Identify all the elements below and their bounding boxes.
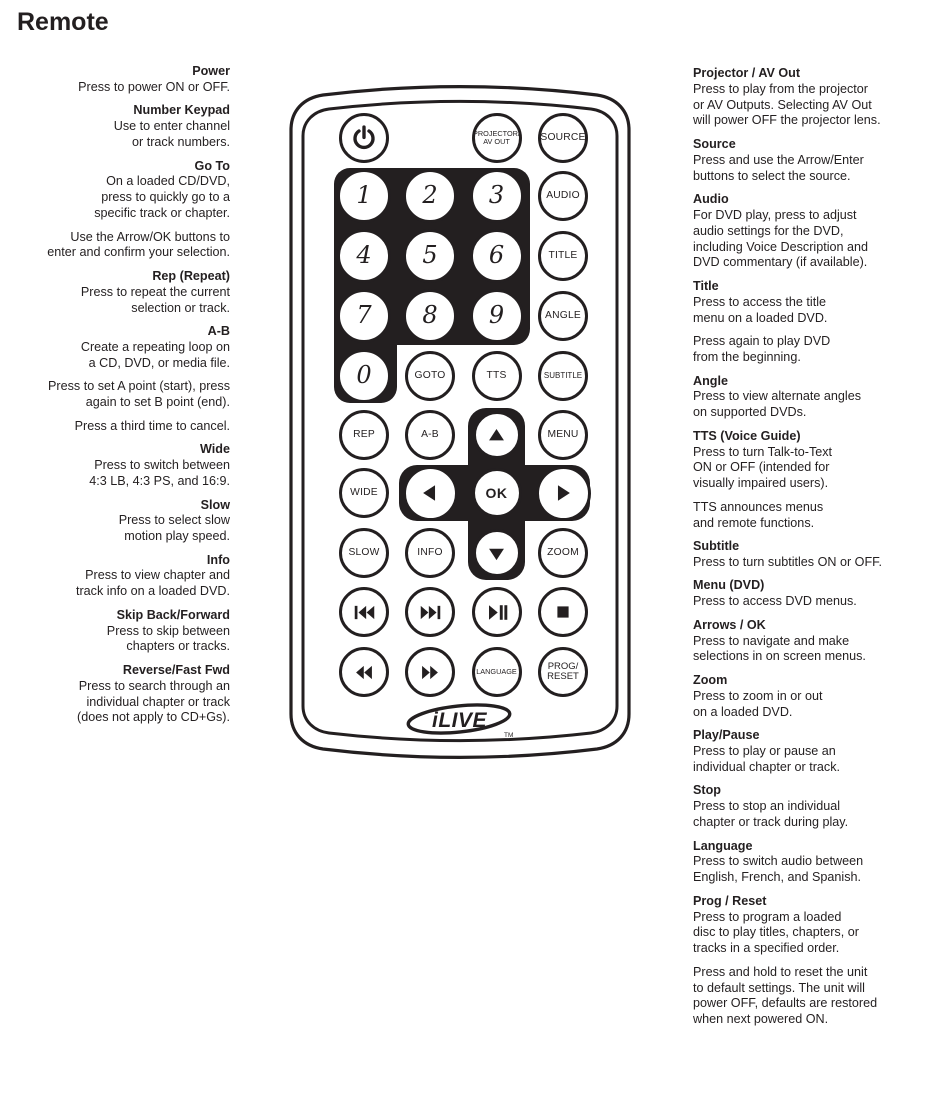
entry-heading: Rep (Repeat): [152, 268, 230, 283]
entry-heading: Skip Back/Forward: [116, 607, 230, 622]
power-icon: [349, 123, 379, 153]
entry-heading: Subtitle: [693, 539, 740, 554]
entry-heading: Language: [693, 838, 753, 853]
entry-paragraph: Press to view alternate angles on supported DVDs.: [693, 389, 862, 420]
digit-0-button[interactable]: [337, 349, 391, 403]
right-entry-arrows-ok: [693, 618, 945, 665]
remote-illustration: [287, 80, 633, 764]
right-entry-angle: [693, 374, 945, 421]
entry-heading: TTS (Voice Guide): [693, 428, 801, 443]
entry-paragraph: Press to play or pause an individual chapter or track.: [693, 744, 840, 774]
page-title: Remote: [17, 8, 109, 36]
skip-back-button[interactable]: [339, 587, 389, 637]
button-label: LANGUAGE: [476, 667, 517, 677]
entry-paragraph: Use to enter channel or track numbers.: [113, 119, 230, 149]
button-label: SOURCE: [540, 131, 586, 143]
entry-paragraph: Press to stop an individual chapter or track during play.: [693, 799, 849, 830]
entry-heading: Go To: [194, 158, 230, 173]
button-label: 2: [422, 181, 438, 210]
right-entry-play-pause: [693, 728, 945, 775]
left-entry-reverse-fast-fwd: [18, 663, 230, 726]
entry-paragraph: Press to access DVD menus.: [693, 594, 857, 609]
button-label: 9: [488, 301, 505, 330]
menu-button[interactable]: [538, 410, 588, 460]
tts-button[interactable]: [472, 351, 522, 401]
right-entry-stop: [693, 783, 945, 830]
entry-paragraph: Press to switch audio between English, French, and Spanish.: [693, 854, 864, 885]
button-label: 4: [356, 241, 372, 270]
entry-paragraph: Press to program a loaded disc to play titles, chapters, or tracks in a specified order.: [693, 909, 859, 956]
source-button[interactable]: [538, 113, 588, 163]
button-label: INFO: [417, 546, 443, 558]
digit-5-button[interactable]: [403, 229, 457, 283]
entry-heading: Angle: [693, 373, 728, 388]
entry-paragraph: Press to power ON or OFF.: [78, 79, 230, 94]
entry-paragraph: Press to access the title menu on a loaded DVD.: [693, 294, 828, 325]
right-entry-language: [693, 839, 945, 886]
rep-button[interactable]: [339, 410, 389, 460]
arrow-left-button[interactable]: [403, 466, 458, 521]
goto-button[interactable]: [405, 351, 455, 401]
rewind-button[interactable]: [339, 647, 389, 697]
right-entry-prog-reset: [693, 894, 945, 1028]
button-label: WIDE: [350, 486, 378, 498]
prog-reset-button[interactable]: [538, 647, 588, 697]
rewind-icon: [351, 660, 377, 685]
entry-heading: Info: [206, 552, 230, 567]
play-pause-button[interactable]: [472, 587, 522, 637]
entry-heading: Source: [693, 136, 736, 151]
button-label: AUDIO: [546, 189, 580, 201]
button-label: TTS: [486, 369, 507, 381]
power-button[interactable]: [339, 113, 389, 163]
button-label: A-B: [421, 428, 439, 440]
left-entry-number-keypad: [18, 103, 230, 150]
entry-paragraph: Press to set A point (start), press again to set B point (end).: [48, 379, 230, 410]
left-entry-info: [18, 553, 230, 600]
arrow-down-button[interactable]: [473, 529, 521, 577]
button-label: 6: [488, 241, 505, 270]
button-label: SUBTITLE: [543, 370, 583, 380]
digit-9-button[interactable]: [470, 289, 524, 343]
entry-paragraph: On a loaded CD/DVD, press to quickly go to a specific track or chapter.: [94, 174, 230, 220]
arrow-down-icon: [486, 543, 507, 564]
left-entry-power: [18, 64, 230, 96]
arrow-up-icon: [486, 425, 507, 446]
button-label: MENU: [547, 428, 579, 440]
entry-heading: Number Keypad: [133, 103, 230, 118]
button-label: 3: [488, 181, 505, 210]
digit-6-button[interactable]: [470, 229, 524, 283]
slow-button[interactable]: [339, 528, 389, 578]
a-b-button[interactable]: [405, 410, 455, 460]
entry-paragraph: Press again to play DVD from the beginning.: [693, 334, 831, 364]
arrow-left-icon: [419, 482, 441, 504]
entry-heading: Power: [192, 64, 230, 78]
skip-back-icon: [351, 600, 378, 625]
entry-heading: Wide: [200, 442, 230, 457]
fast-forward-icon: [417, 660, 443, 685]
entry-heading: Reverse/Fast Fwd: [122, 663, 230, 678]
entry-heading: Play/Pause: [693, 728, 760, 743]
right-entry-subtitle: [693, 539, 945, 571]
button-label: ANGLE: [545, 309, 581, 321]
entry-paragraph: Press and hold to reset the unit to default settings. The unit will power OFF, defaults are restored when next powered ON.: [693, 964, 878, 1027]
entry-paragraph: Press to navigate and make selections in on screen menus.: [693, 633, 866, 664]
brand-tm: TM: [504, 732, 514, 739]
button-label: 0: [356, 361, 372, 390]
digit-4-button[interactable]: [337, 229, 391, 283]
entry-paragraph: Press to play from the projector or AV Outputs. Selecting AV Out will power OFF the projector lens.: [693, 81, 881, 128]
subtitle-button[interactable]: [538, 351, 588, 401]
stop-icon: [551, 600, 575, 624]
entry-paragraph: Press to select slow motion play speed.: [118, 513, 230, 544]
digit-8-button[interactable]: [403, 289, 457, 343]
stop-button[interactable]: [538, 587, 588, 637]
entry-heading: A-B: [207, 324, 230, 339]
left-entry-go-to: [18, 159, 230, 262]
entry-paragraph: Press to skip between chapters or tracks.: [106, 623, 230, 654]
entry-paragraph: Press to view chapter and track info on a loaded DVD.: [75, 568, 230, 599]
digit-2-button[interactable]: [403, 169, 457, 223]
entry-heading: Arrows / OK: [693, 617, 766, 632]
right-entry-audio: [693, 192, 945, 271]
skip-forward-button[interactable]: [405, 587, 455, 637]
entry-heading: Zoom: [693, 673, 728, 688]
button-label: 1: [356, 181, 372, 210]
fast-forward-button[interactable]: [405, 647, 455, 697]
entry-paragraph: Press to turn subtitles ON or OFF.: [693, 554, 882, 569]
brand-logo: [402, 700, 522, 742]
brand-text: iLIVE: [432, 709, 488, 732]
right-entry-tts-voice-guide: [693, 429, 945, 532]
entry-heading: Prog / Reset: [693, 893, 767, 908]
ok-button[interactable]: [472, 468, 522, 518]
entry-paragraph: Create a repeating loop on a CD, DVD, or media file.: [80, 339, 230, 370]
play-pause-icon: [484, 600, 510, 625]
entry-paragraph: TTS announces menus and remote functions.: [693, 499, 824, 530]
language-button[interactable]: [472, 647, 522, 697]
entry-paragraph: Press to zoom in or out on a loaded DVD.: [693, 688, 823, 719]
button-label: TITLE: [548, 249, 578, 261]
right-descriptions-column: [693, 66, 945, 1036]
angle-button[interactable]: [538, 291, 588, 341]
digit-3-button[interactable]: [470, 169, 524, 223]
entry-paragraph: Press a third time to cancel.: [74, 418, 230, 433]
entry-heading: Slow: [200, 497, 230, 512]
button-label: 5: [422, 241, 438, 270]
entry-heading: Projector / AV Out: [693, 66, 801, 80]
button-label: SLOW: [348, 546, 380, 558]
entry-paragraph: Use the Arrow/OK buttons to enter and confirm your selection.: [47, 229, 230, 260]
button-label: 7: [356, 301, 372, 330]
button-label: REP: [353, 428, 375, 440]
entry-paragraph: Press to switch between 4:3 LB, 4:3 PS, and 16:9.: [89, 458, 230, 488]
arrow-right-button[interactable]: [536, 466, 591, 521]
left-entry-slow: [18, 498, 230, 545]
right-entry-source: [693, 137, 945, 184]
title-button[interactable]: [538, 231, 588, 281]
entry-heading: Audio: [693, 192, 729, 207]
digit-1-button[interactable]: [337, 169, 391, 223]
entry-heading: Stop: [693, 783, 721, 798]
entry-paragraph: Press to search through an individual chapter or track (does not apply to CD+Gs).: [77, 678, 230, 725]
projector-av-out-button[interactable]: [472, 113, 522, 163]
entry-heading: Menu (DVD): [693, 578, 765, 593]
right-entry-menu-dvd: [693, 578, 945, 610]
audio-button[interactable]: [538, 171, 588, 221]
left-descriptions-column: [18, 64, 230, 734]
left-entry-skip-back-forward: [18, 608, 230, 655]
arrow-right-icon: [552, 482, 574, 504]
right-entry-title: [693, 279, 945, 366]
entry-paragraph: Press and use the Arrow/Enter buttons to select the source.: [693, 152, 864, 183]
left-entry-wide: [18, 442, 230, 489]
button-label: PROJECTOR/ AV OUT: [473, 129, 520, 146]
button-label: 8: [422, 301, 438, 330]
right-entry-zoom: [693, 673, 945, 720]
zoom-button[interactable]: [538, 528, 588, 578]
ilive-logo-icon: [402, 700, 522, 742]
entry-paragraph: For DVD play, press to adjust audio settings for the DVD, including Voice Description and DVD commentary (if available).: [693, 207, 869, 270]
arrow-up-button[interactable]: [473, 411, 521, 459]
button-label: GOTO: [414, 369, 446, 381]
button-label: ZOOM: [547, 546, 579, 558]
entry-paragraph: Press to turn Talk-to-Text ON or OFF (intended for visually impaired users).: [693, 444, 833, 491]
right-entry-projector-av-out: [693, 66, 945, 129]
wide-button[interactable]: [339, 468, 389, 518]
skip-forward-icon: [417, 600, 444, 625]
left-entry-rep-repeat: [18, 269, 230, 316]
digit-7-button[interactable]: [337, 289, 391, 343]
info-button[interactable]: [405, 528, 455, 578]
entry-heading: Title: [693, 278, 719, 293]
left-entry-a-b: [18, 324, 230, 434]
button-label: PROG/ RESET: [547, 661, 579, 682]
entry-paragraph: Press to repeat the current selection or track.: [80, 284, 230, 315]
button-label: OK: [485, 484, 508, 501]
